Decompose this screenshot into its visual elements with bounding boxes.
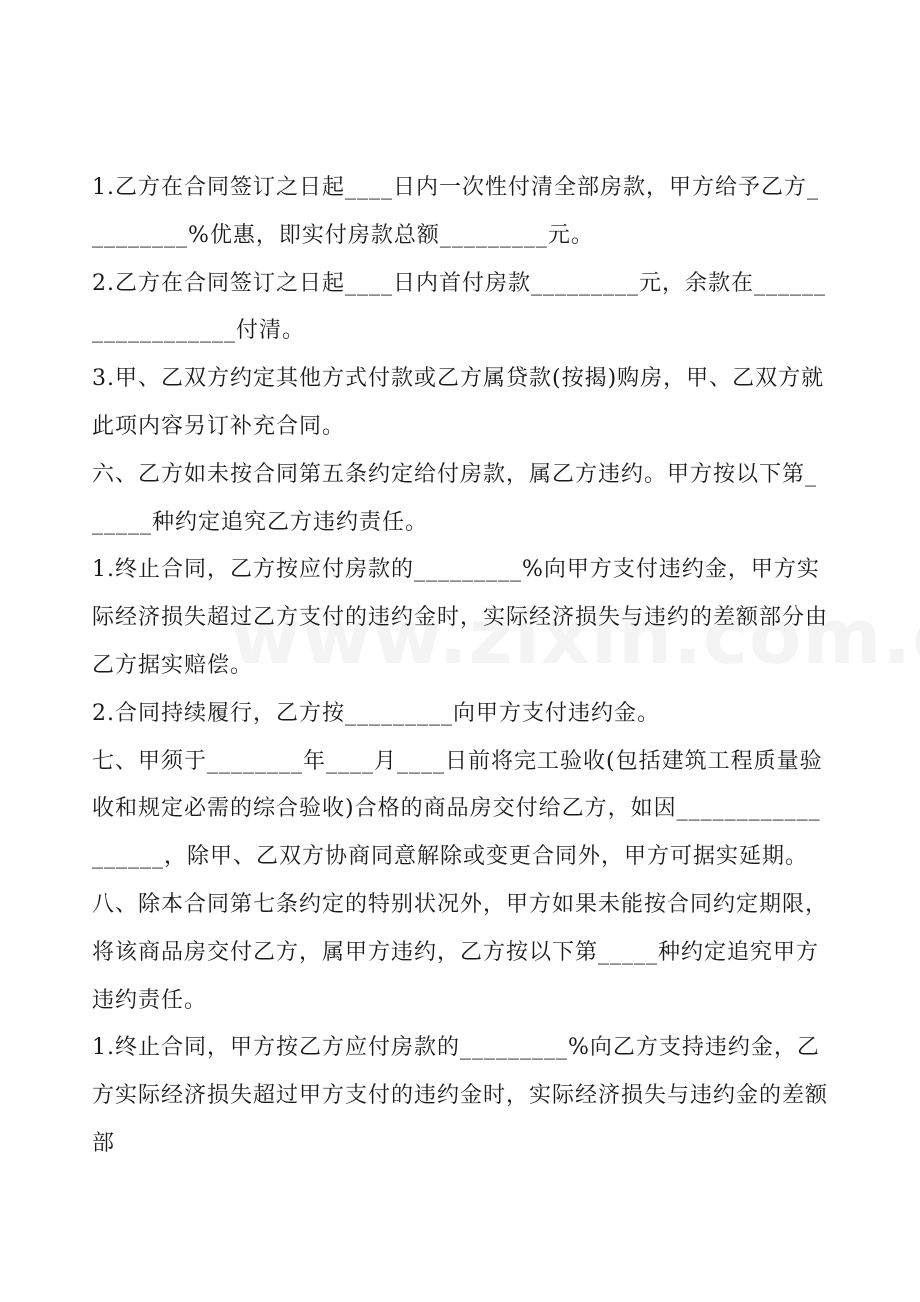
- article-seven: 七、甲须于________年____月____日前将完工验收(包括建筑工程质量验收和规定必需的综合验收)合格的商品房交付给乙方，如因__________________，除甲、乙双方协商同意解除或变更合同外，甲方可据实延期。: [92, 748, 823, 870]
- clause-terminate-seller: 1.终止合同，甲方按乙方应付房款的_________%向乙方支持违约金，乙方实际经济损失超过甲方支付的违约金时，实际经济损失与违约金的差额部: [92, 1035, 829, 1156]
- article-six-heading: 六、乙方如未按合同第五条约定给付房款，属乙方违约。甲方按以下第______种约定追究乙方违约责任。: [92, 461, 818, 535]
- article-eight-heading: 八、除本合同第七条约定的特别状况外，甲方如果未能按合同约定期限，将该商品房交付乙方，属甲方违约，乙方按以下第_____种约定追究甲方违约责任。: [92, 891, 829, 1013]
- clause-payment-other: 3.甲、乙双方约定其他方式付款或乙方属贷款(按揭)购房，甲、乙双方就此项内容另订补充合同。: [92, 366, 825, 439]
- clause-terminate-buyer: 1.终止合同，乙方按应付房款的_________%向甲方支付违约金，甲方实际经济损失超过乙方支付的违约金时，实际经济损失与违约的差额部分由乙方据实赔偿。: [92, 557, 829, 678]
- contract-body: [92, 164, 828, 1168]
- clause-payment-installment: 2.乙方在合同签订之日起____日内首付房款_________元，余款在__________________付清。: [92, 270, 826, 344]
- clause-continue-buyer: 2.合同持续履行，乙方按_________向甲方支付违约金。: [92, 700, 660, 726]
- clause-payment-full: 1.乙方在合同签订之日起____日内一次性付清全部房款，甲方给予乙方_________%优惠，即实付房款总额_________元。: [92, 175, 819, 248]
